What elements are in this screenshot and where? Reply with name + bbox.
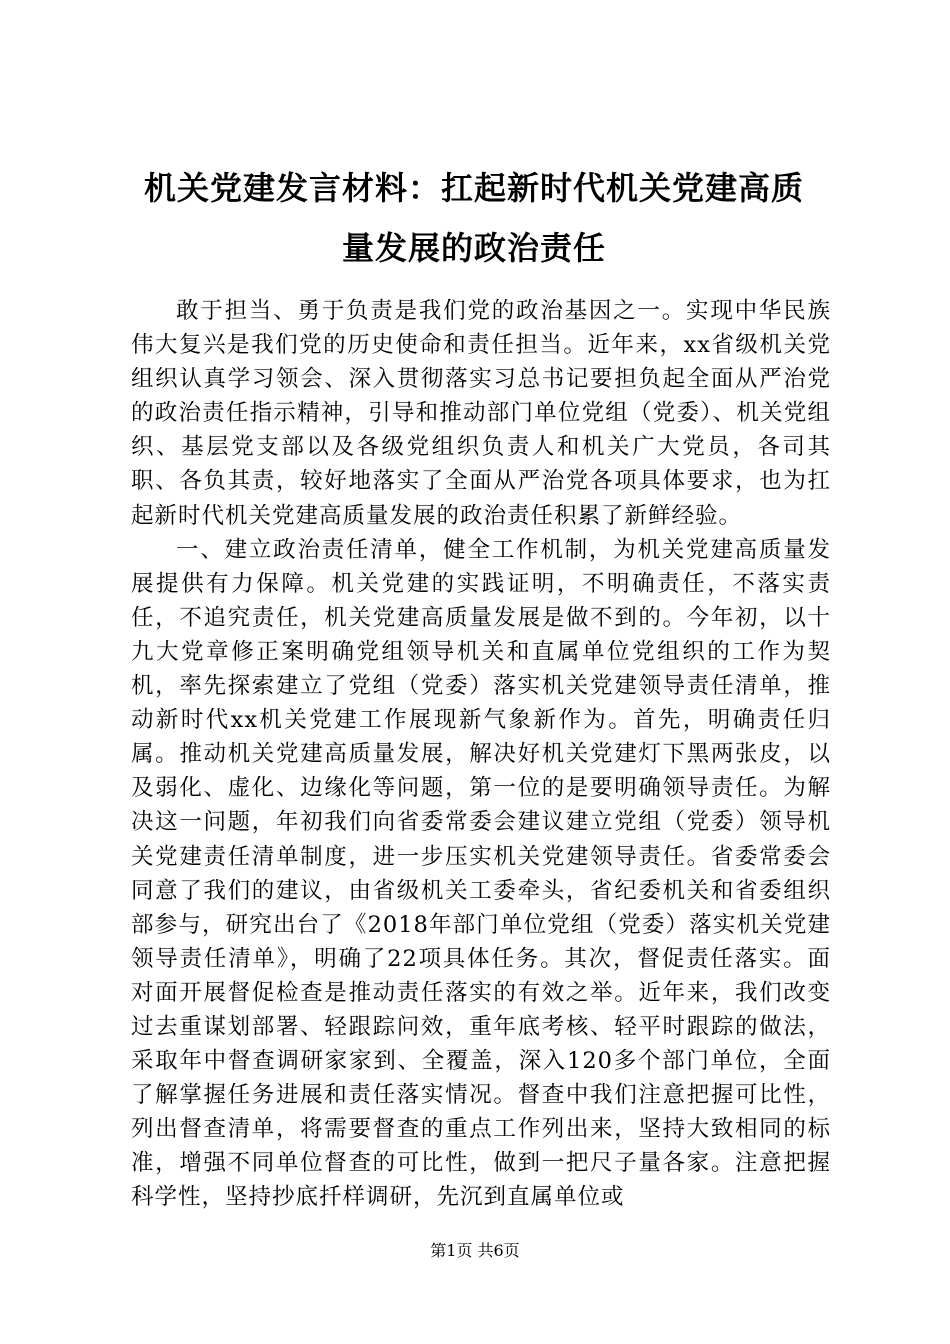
title-line-2: 量发展的政治责任 — [341, 229, 606, 267]
title-line-1: 机关党建发言材料：扛起新时代机关党建高质 — [143, 169, 804, 207]
document-title — [118, 158, 830, 278]
paragraph-section-one: 一、建立政治责任清单，健全工作机制，为机关党建高质量发展提供有力保障。机关党建的实践证明，不明确责任，不落实责任，不追究责任，机关党建高质量发展是做不到的。今年初，以十九大党章修正案明确党组领导机关和直属单位党组织的工作为契机，率先探索建立了党组（党委）落实机关党建领导责任清单，推动新时代xx机关党建工作展现新气象新作为。首先，明确责任归属。推动机关党建高质量发展，解决好机关党建灯下黑两张皮，以及弱化、虚化、边缘化等问题，第一位的是要明确领导责任。为解决这一问题，年初我们向省委常委会建议建立党组（党委）领导机关党建责任清单制度，进一步压实机关党建领导责任。省委常委会同意了我们的建议，由省级机关工委牵头，省纪委机关和省委组织部参与，研究出台了《2018年部门单位党组（党委）落实机关党建领导责任清单》，明确了22项具体任务。其次，督促责任落实。面对面开展督促检查是推动责任落实的有效之举。近年来，我们改变过去重谋划部署、轻跟踪问效，重年底考核、轻平时跟踪的做法，采取年中督查调研家家到、全覆盖，深入120多个部门单位，全面了解掌握任务进展和责任落实情况。督查中我们注意把握可比性，列出督查清单，将需要督查的重点工作列出来，坚持大致相同的标准，增强不同单位督查的可比性，做到一把尺子量各家。注意把握科学性，坚持抄底扦样调研，先沉到直属单位或 — [131, 536, 831, 1211]
page-number-footer: 第1页 共6页 — [430, 1241, 520, 1260]
document-body — [131, 294, 831, 1215]
paragraph-intro: 敢于担当、勇于负责是我们党的政治基因之一。实现中华民族伟大复兴是我们党的历史使命和责任担当。近年来，xx省级机关党组织认真学习领会、深入贯彻落实习总书记要担负起全面从严治党的政治责任指示精神，引导和推动部门单位党组（党委）、机关党组织、基层党支部以及各级党组织负责人和机关广大党员，各司其职、各负其责，较好地落实了全面从严治党各项具体要求，也为扛起新时代机关党建高质量发展的政治责任积累了新鲜经验。 — [131, 298, 831, 529]
